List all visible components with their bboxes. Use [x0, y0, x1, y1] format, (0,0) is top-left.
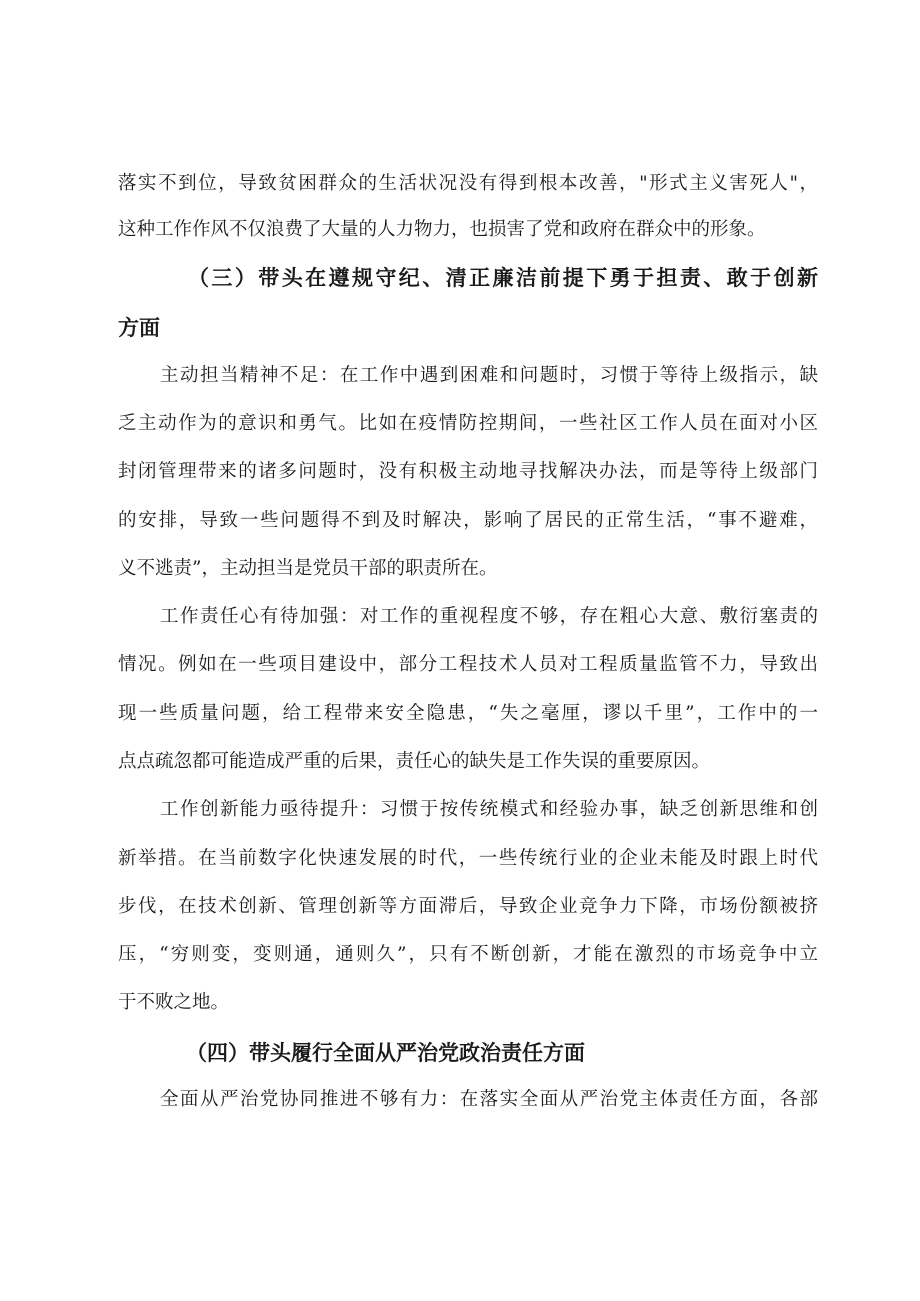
- section-3-heading-line-2: 方面: [118, 315, 160, 340]
- s3-p2-line-2: 情况。例如在一些项目建设中，部分工程技术人员对工程质量监管不力，导致出: [118, 654, 818, 675]
- s3-p3-line-5: 于不败之地。: [118, 992, 230, 1013]
- s3-p2-line-4: 点点疏忽都可能造成严重的后果，责任心的缺失是工作失误的重要原因。: [118, 751, 711, 772]
- section-4-heading: （四）带头履行全面从严治党政治责任方面: [186, 1040, 585, 1065]
- s4-p1-line-1: 全面从严治党协同推进不够有力：在落实全面从严治党主体责任方面，各部: [160, 1089, 818, 1110]
- s3-p2-line-3: 现一些质量问题，给工程带来安全隐患，“失之毫厘，谬以千里”，工作中的一: [118, 703, 818, 724]
- s3-p2-line-1: 工作责任心有待加强：对工作的重视程度不够，存在粗心大意、敷衍塞责的: [160, 606, 818, 627]
- s3-p1-line-5: 义不逃责”，主动担当是党员干部的职责所在。: [118, 558, 498, 579]
- s3-p3-line-4: 压，“穷则变，变则通，通则久”，只有不断创新，才能在激烈的市场竞争中立: [118, 944, 818, 965]
- s3-p1-line-2: 乏主动作为的意识和勇气。比如在疫情防控期间，一些社区工作人员在面对小区: [118, 413, 818, 434]
- s3-p3-line-2: 新举措。在当前数字化快速发展的时代，一些传统行业的企业未能及时跟上时代: [118, 848, 818, 869]
- s3-p1-line-1: 主动担当精神不足：在工作中遇到困难和问题时，习惯于等待上级指示，缺: [160, 365, 818, 386]
- s3-p3-line-3: 步伐，在技术创新、管理创新等方面滞后，导致企业竞争力下降，市场份额被挤: [118, 896, 818, 917]
- section-3-heading-line-1: （三）带头在遵规守纪、清正廉洁前提下勇于担责、敢于创新: [188, 265, 818, 290]
- s3-p3-line-1: 工作创新能力亟待提升：习惯于按传统模式和经验办事，缺乏创新思维和创: [160, 799, 818, 820]
- intro-line-1: 落实不到位，导致贫困群众的生活状况没有得到根本改善，"形式主义害死人"，: [118, 173, 818, 194]
- intro-line-2: 这种工作作风不仅浪费了大量的人力物力，也损害了党和政府在群众中的形象。: [118, 219, 766, 240]
- s3-p1-line-4: 的安排，导致一些问题得不到及时解决，影响了居民的正常生活，“事不避难，: [118, 510, 818, 531]
- s3-p1-line-3: 封闭管理带来的诸多问题时，没有积极主动地寻找解决办法，而是等待上级部门: [118, 461, 818, 482]
